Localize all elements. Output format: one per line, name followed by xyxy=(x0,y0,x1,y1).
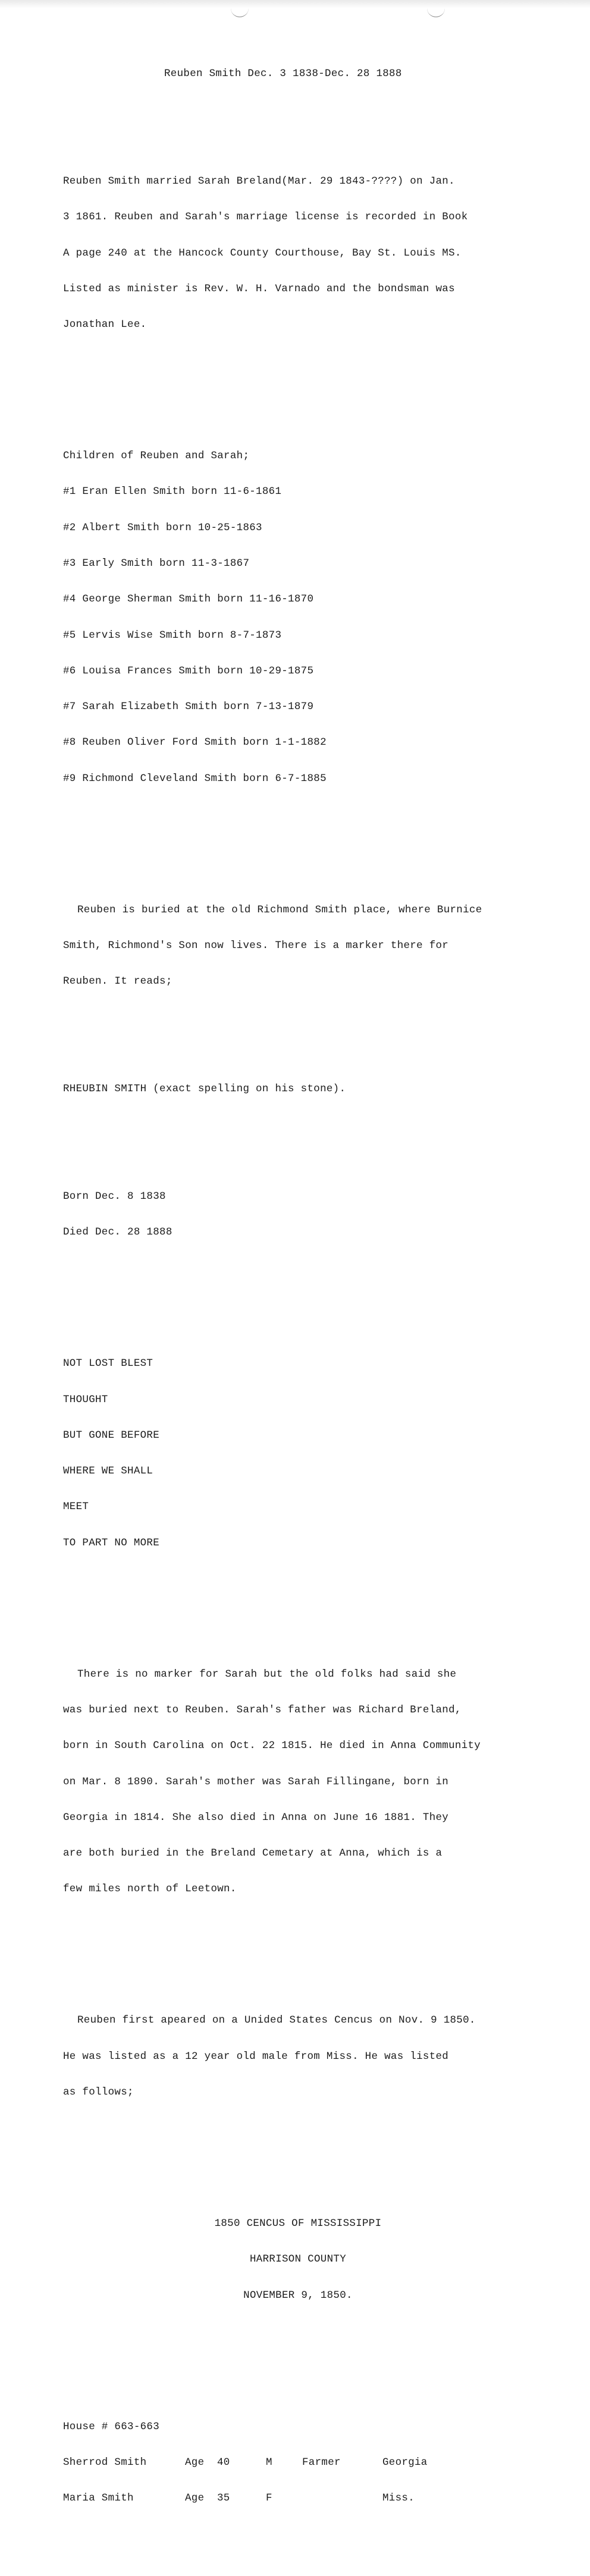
cell-sex: F xyxy=(266,2492,272,2505)
text-line: Died Dec. 28 1888 xyxy=(63,1226,172,1239)
text-line: as follows; xyxy=(63,2086,134,2099)
punch-hole xyxy=(427,0,445,17)
list-item: #4 George Sherman Smith born 11-16-1870 xyxy=(63,593,314,606)
cell-age: Age 35 xyxy=(185,2492,230,2505)
text-line: Jonathan Lee. xyxy=(63,319,147,331)
text-line: BUT GONE BEFORE xyxy=(63,1429,160,1441)
text-line: Smith, Richmond's Son now lives. There is a marker there for xyxy=(63,940,449,952)
list-item: #6 Louisa Frances Smith born 10-29-1875 xyxy=(63,665,314,677)
cell-sex: M xyxy=(266,2456,272,2468)
stone-dates xyxy=(63,1167,575,1262)
list-item: #2 Albert Smith born 10-25-1863 xyxy=(63,521,262,534)
census-heading xyxy=(63,2194,533,2325)
text-line: TO PART NO MORE xyxy=(63,1536,160,1549)
text-line: HARRISON COUNTY xyxy=(249,2253,347,2266)
text-line: Reuben Smith married Sarah Breland(Mar. 29 1843-????) on Jan. xyxy=(63,175,455,188)
text-line: MEET xyxy=(63,1501,89,1513)
paragraph-marriage xyxy=(63,152,575,355)
text-line: 3 1861. Reuben and Sarah's marriage license is recorded in Book xyxy=(63,211,468,223)
text-line: NOVEMBER 9, 1850. xyxy=(243,2289,353,2301)
cell-birthplace: Miss. xyxy=(382,2492,415,2505)
text-line: A page 240 at the Hancock County Courthouse, Bay St. Louis MS. xyxy=(63,247,462,259)
scan-top-edge xyxy=(0,0,590,8)
list-item: #9 Richmond Cleveland Smith born 6-7-1885 xyxy=(63,772,327,785)
list-item: #1 Eran Ellen Smith born 11-6-1861 xyxy=(63,486,282,498)
text-line: There is no marker for Sarah but the old folks had said she xyxy=(77,1668,457,1680)
text-line: Georgia in 1814. She also died in Anna on June 16 1881. They xyxy=(63,1811,449,1824)
text-line: THOUGHT xyxy=(63,1393,108,1406)
text-line: Listed as minister is Rev. W. H. Varnado and the bondsman was xyxy=(63,282,455,295)
paragraph-burial xyxy=(63,880,575,1012)
cell-name: Sherrod Smith xyxy=(63,2456,147,2468)
table-row xyxy=(63,2457,575,2468)
text-line: NOT LOST BLEST xyxy=(63,1358,153,1370)
stone-name: RHEUBIN SMITH (exact spelling on his stone). xyxy=(63,1083,346,1095)
text-line: WHERE WE SHALL xyxy=(63,1465,153,1478)
cell-age: Age 40 xyxy=(185,2456,230,2468)
text-line: Reuben is buried at the old Richmond Smith place, where Burnice xyxy=(77,903,482,916)
epitaph xyxy=(63,1334,575,1573)
list-item: #3 Early Smith born 11-3-1867 xyxy=(63,558,250,570)
text-line: are both buried in the Breland Cemetary at Anna, which is a xyxy=(63,1847,442,1860)
text-line: born in South Carolina on Oct. 22 1815. He died in Anna Community xyxy=(63,1740,481,1752)
text-line: Born Dec. 8 1838 xyxy=(63,1191,166,1202)
cell-occupation: Farmer xyxy=(302,2456,341,2468)
text-line: Reuben first apeared on a Unided States Cencus on Nov. 9 1850. xyxy=(77,2014,476,2027)
text-line: He was listed as a 12 year old male from Miss. He was listed xyxy=(63,2050,449,2062)
table-row xyxy=(63,2492,575,2504)
children-list xyxy=(63,426,575,808)
list-item: #7 Sarah Elizabeth Smith born 7-13-1879 xyxy=(63,701,314,713)
list-item: #8 Reuben Oliver Ford Smith born 1-1-1882 xyxy=(63,736,327,749)
house-number: House # 663-663 xyxy=(63,2420,160,2433)
text-line: was buried next to Reuben. Sarah's father was Richard Breland, xyxy=(63,1704,462,1717)
text-line: on Mar. 8 1890. Sarah's mother was Sarah Fillingane, born in xyxy=(63,1775,449,1788)
document-page xyxy=(63,44,575,2540)
census-table xyxy=(63,2397,575,2528)
list-item: #5 Lervis Wise Smith born 8-7-1873 xyxy=(63,629,282,641)
children-heading: Children of Reuben and Sarah; xyxy=(63,450,250,462)
text-line: few miles north of Leetown. xyxy=(63,1883,237,1895)
text-line: Reuben. It reads; xyxy=(63,975,172,988)
cell-name: Maria Smith xyxy=(63,2492,134,2505)
text-line: 1850 CENCUS OF MISSISSIPPI xyxy=(214,2218,382,2230)
page-title: Reuben Smith Dec. 3 1838-Dec. 28 1888 xyxy=(164,68,402,80)
paragraph-census xyxy=(63,1991,575,2122)
paragraph-sarah xyxy=(63,1645,575,1919)
cell-birthplace: Georgia xyxy=(382,2456,428,2468)
punch-hole xyxy=(231,0,249,17)
